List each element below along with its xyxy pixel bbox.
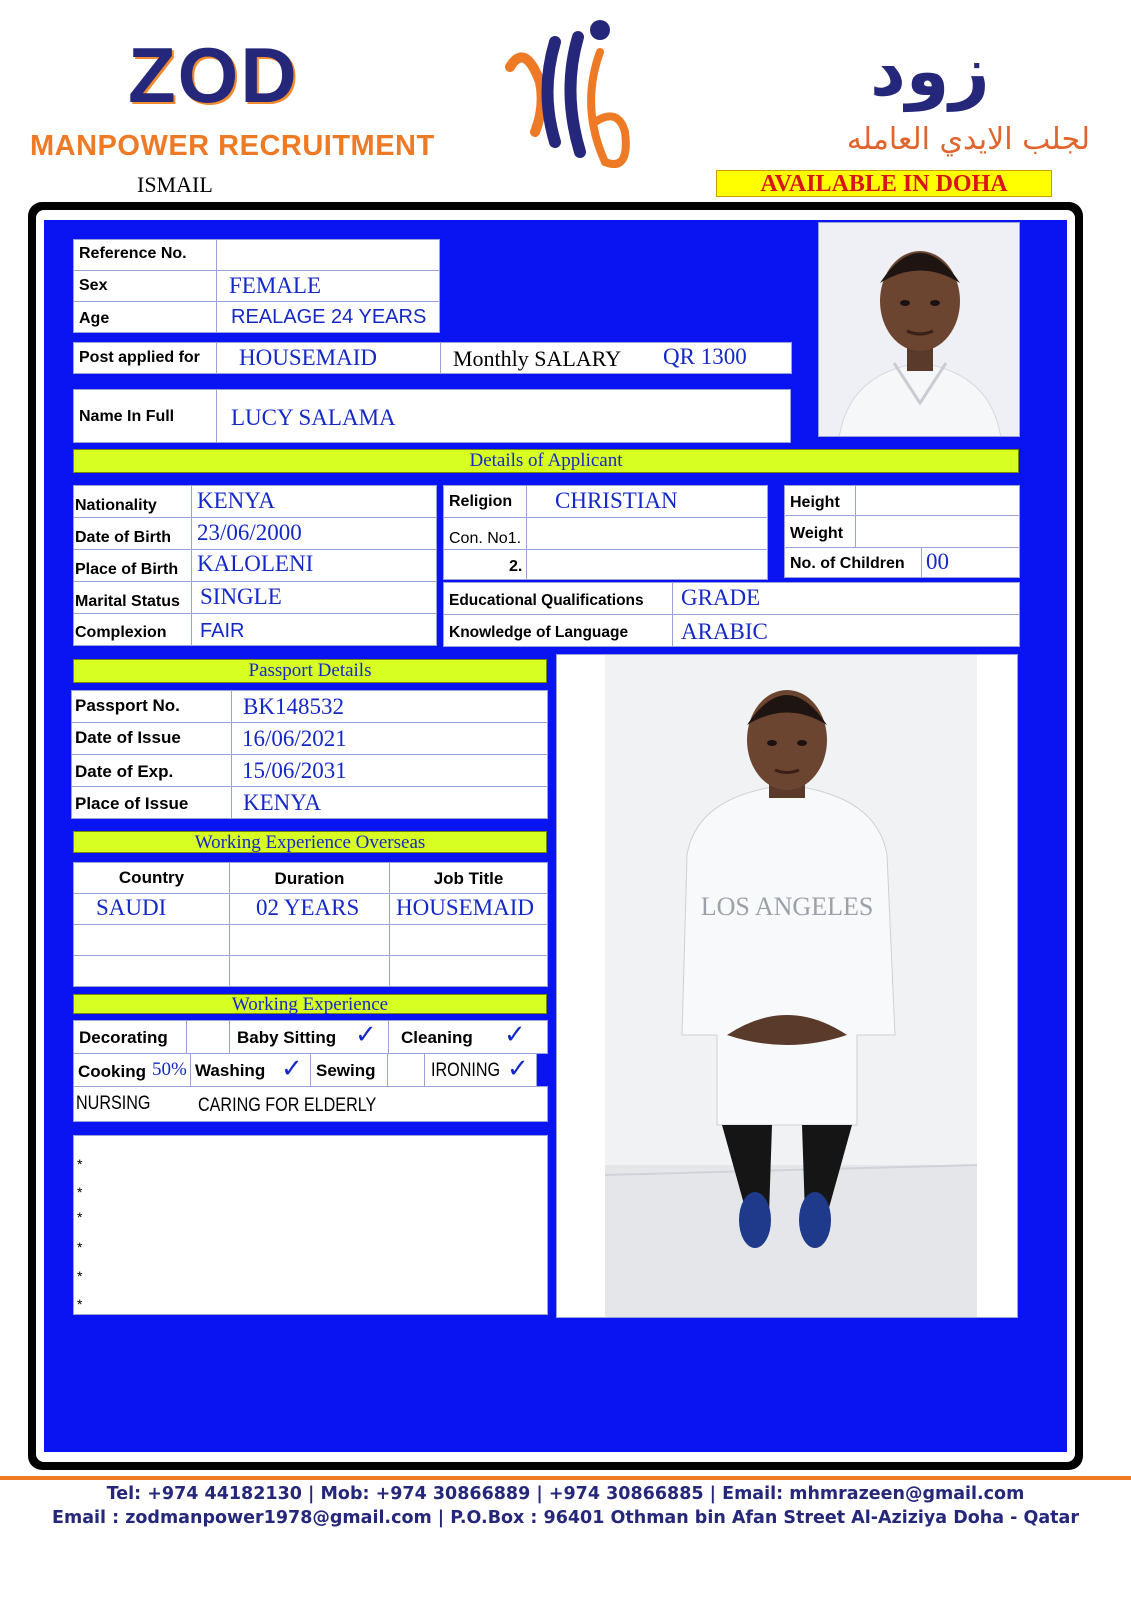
overseas-caption: Working Experience Overseas xyxy=(73,831,547,853)
dob-label-cell xyxy=(73,517,192,550)
experience-caption: Working Experience xyxy=(73,994,547,1014)
reference-label: Reference No. xyxy=(79,245,187,262)
full-body-photo xyxy=(556,654,1018,1318)
ironing-check-icon: ✓ xyxy=(507,1054,529,1084)
brand-subtitle: MANPOWER RECRUITMENT xyxy=(30,130,435,162)
weight-label-cell xyxy=(784,515,856,548)
brand-logo-text: ZOD xyxy=(128,31,299,119)
children-value-cell xyxy=(921,547,1020,578)
note-bullet: * xyxy=(77,1239,83,1255)
overseas-row-1-duration-text: 02 YEARS xyxy=(256,895,360,920)
con2-label-cell xyxy=(443,549,527,580)
passport-place-label-cell xyxy=(71,786,232,819)
passport-place-value-cell xyxy=(231,786,548,819)
age-value: REALAGE 24 YEARS xyxy=(231,306,427,328)
sex-value-cell xyxy=(216,270,440,302)
hoodie-print: LOS ANGELES xyxy=(700,892,874,921)
notes-box xyxy=(73,1135,548,1315)
complexion-label: Complexion xyxy=(75,624,167,641)
dob-value: 23/06/2000 xyxy=(197,520,302,545)
overseas-header-country-text: Country xyxy=(118,868,185,887)
con2-label: 2. xyxy=(509,558,523,575)
overseas-row-1-duration xyxy=(229,893,390,925)
overseas-row-1-country xyxy=(73,893,230,925)
education-value: GRADE xyxy=(681,585,761,610)
details-caption: Details of Applicant xyxy=(73,449,1019,473)
overseas-row-3-duration xyxy=(229,955,390,987)
passport-place-label: Place of Issue xyxy=(75,794,189,813)
skill-sewing xyxy=(310,1053,388,1087)
nationality-value-cell xyxy=(191,485,437,518)
overseas-row-3-job xyxy=(389,955,548,987)
passport-issue-label: Date of Issue xyxy=(75,728,181,747)
overseas-row-2-job xyxy=(389,924,548,956)
availability-banner: AVAILABLE IN DOHA xyxy=(716,170,1052,197)
reference-label-cell xyxy=(73,239,217,271)
name-label-cell xyxy=(73,389,217,443)
brand-arabic-title: زود xyxy=(870,30,990,112)
religion-value-cell xyxy=(526,485,768,518)
passport-exp-label: Date of Exp. xyxy=(75,762,174,781)
skill-decorating xyxy=(73,1020,187,1054)
name-label: Name In Full xyxy=(79,408,175,425)
con1-label: Con. No1. xyxy=(449,530,522,547)
footer-divider xyxy=(0,1476,1131,1480)
post-label-cell xyxy=(73,342,217,374)
skill-baby-sitting-label: Baby Sitting xyxy=(237,1028,337,1047)
language-label-cell xyxy=(443,614,673,647)
name-value: LUCY SALAMA xyxy=(231,405,396,430)
overseas-row-2-country xyxy=(73,924,230,956)
portrait-figure xyxy=(819,223,1020,437)
marital-label: Marital Status xyxy=(75,593,180,610)
nationality-label-cell xyxy=(73,485,192,518)
age-label-cell xyxy=(73,301,217,333)
skill-ironing-label: IRONING xyxy=(431,1060,501,1081)
weight-label: Weight xyxy=(790,525,844,542)
passport-no-value-cell xyxy=(231,690,548,723)
overseas-header-duration xyxy=(229,862,390,894)
nationality-label: Nationality xyxy=(75,497,157,514)
age-label: Age xyxy=(79,310,110,327)
overseas-row-1-country-text: SAUDI xyxy=(96,895,167,920)
passport-issue-value: 16/06/2021 xyxy=(242,726,347,751)
skill-sewing-check xyxy=(387,1053,425,1087)
overseas-header-job-text: Job Title xyxy=(433,869,504,888)
education-label: Educational Qualifications xyxy=(449,592,644,609)
washing-check-icon: ✓ xyxy=(281,1054,303,1084)
skill-sewing-label: Sewing xyxy=(316,1061,376,1080)
sex-value: FEMALE xyxy=(229,273,321,298)
passport-no-value: BK148532 xyxy=(243,694,344,719)
brand-arabic-subtitle: لجلب الايدي العامله xyxy=(846,122,1090,157)
children-label-cell xyxy=(784,547,922,578)
dob-label: Date of Birth xyxy=(75,529,171,546)
language-value: ARABIC xyxy=(681,619,768,644)
marital-value: SINGLE xyxy=(200,584,282,609)
dob-value-cell xyxy=(191,517,437,550)
marital-value-cell xyxy=(191,581,437,614)
skill-cleaning xyxy=(388,1020,548,1054)
reference-value-cell xyxy=(216,239,440,271)
height-value-cell xyxy=(855,485,1020,516)
post-value-cell xyxy=(216,342,441,374)
passport-caption: Passport Details xyxy=(73,659,547,683)
language-value-cell xyxy=(672,614,1020,647)
complexion-label-cell xyxy=(73,613,192,646)
education-label-cell xyxy=(443,582,673,615)
marital-label-cell xyxy=(73,581,192,614)
children-label: No. of Children xyxy=(790,555,905,572)
full-body-figure xyxy=(557,655,1018,1318)
overseas-header-country xyxy=(73,862,230,894)
skill-cooking-label: Cooking xyxy=(78,1062,146,1081)
skill-decorating-label: Decorating xyxy=(79,1028,168,1047)
height-label-cell xyxy=(784,485,856,516)
footer-contact-line-2: Email : zodmanpower1978@gmail.com | P.O.Box : 96401 Othman bin Afan Street Al-Aziziya Doha - Qatar xyxy=(52,1508,1079,1528)
age-value-cell xyxy=(216,301,440,333)
skill-cooking-value: 50% xyxy=(152,1059,187,1080)
sex-label: Sex xyxy=(79,277,108,294)
con1-label-cell xyxy=(443,517,527,550)
cleaning-check-icon: ✓ xyxy=(504,1020,526,1050)
religion-label-cell xyxy=(443,485,527,518)
passport-issue-value-cell xyxy=(231,722,548,755)
skill-baby-sitting xyxy=(229,1020,389,1054)
portrait-photo xyxy=(818,222,1020,437)
passport-exp-value: 15/06/2031 xyxy=(242,758,347,783)
complexion-value: FAIR xyxy=(200,620,245,642)
skill-nursing-label: NURSING xyxy=(76,1093,151,1114)
passport-exp-label-cell xyxy=(71,754,232,787)
skill-ironing xyxy=(424,1053,537,1087)
note-bullet: * xyxy=(77,1296,83,1312)
pob-label: Place of Birth xyxy=(75,561,179,578)
pob-label-cell xyxy=(73,549,192,582)
passport-place-value: KENYA xyxy=(243,790,321,815)
skill-decorating-check xyxy=(186,1020,230,1054)
overseas-row-3-country xyxy=(73,955,230,987)
skill-caring-label: CARING FOR ELDERLY xyxy=(198,1095,377,1116)
name-value-cell xyxy=(216,389,791,443)
con2-value-cell xyxy=(526,549,768,580)
passport-no-label: Passport No. xyxy=(75,696,180,715)
nationality-value: KENYA xyxy=(197,488,275,513)
pob-value: KALOLENI xyxy=(197,551,314,576)
overseas-row-2-duration xyxy=(229,924,390,956)
religion-label: Religion xyxy=(449,493,513,510)
skill-cleaning-label: Cleaning xyxy=(401,1028,473,1047)
overseas-row-1-job-text: HOUSEMAID xyxy=(396,895,534,920)
salary-label: Monthly SALARY xyxy=(453,346,622,371)
agent-name: ISMAIL xyxy=(137,172,213,197)
height-label: Height xyxy=(790,494,840,511)
salary-value: QR 1300 xyxy=(663,344,747,369)
con1-value-cell xyxy=(526,517,768,550)
skill-washing xyxy=(190,1053,311,1087)
skill-cooking xyxy=(73,1053,191,1087)
complexion-value-cell xyxy=(191,613,437,646)
note-bullet: * xyxy=(77,1184,83,1200)
skill-washing-label: Washing xyxy=(195,1061,266,1080)
note-bullet: * xyxy=(77,1209,83,1225)
note-bullet: * xyxy=(77,1156,83,1172)
skill-nursing-row xyxy=(73,1086,548,1122)
overseas-row-1-job xyxy=(389,893,548,925)
baby-sitting-check-icon: ✓ xyxy=(355,1020,377,1050)
passport-no-label-cell xyxy=(71,690,232,723)
brand-logo-icon xyxy=(500,12,640,182)
note-bullet: * xyxy=(77,1268,83,1284)
language-label: Knowledge of Language xyxy=(449,624,629,641)
footer-contact-line-1: Tel: +974 44182130 | Mob: +974 30866889 | +974 30866885 | Email: mhmrazeen@gmail.com xyxy=(106,1484,1025,1504)
post-label: Post applied for xyxy=(79,349,200,366)
salary-cell xyxy=(440,342,792,374)
religion-value: CHRISTIAN xyxy=(555,488,678,513)
pob-value-cell xyxy=(191,549,437,582)
weight-value-cell xyxy=(855,515,1020,548)
overseas-header-duration-text: Duration xyxy=(274,869,345,888)
passport-issue-label-cell xyxy=(71,722,232,755)
overseas-header-job xyxy=(389,862,548,894)
sex-label-cell xyxy=(73,270,217,302)
education-value-cell xyxy=(672,582,1020,615)
children-value: 00 xyxy=(926,549,949,574)
passport-exp-value-cell xyxy=(231,754,548,787)
post-value: HOUSEMAID xyxy=(239,345,377,370)
